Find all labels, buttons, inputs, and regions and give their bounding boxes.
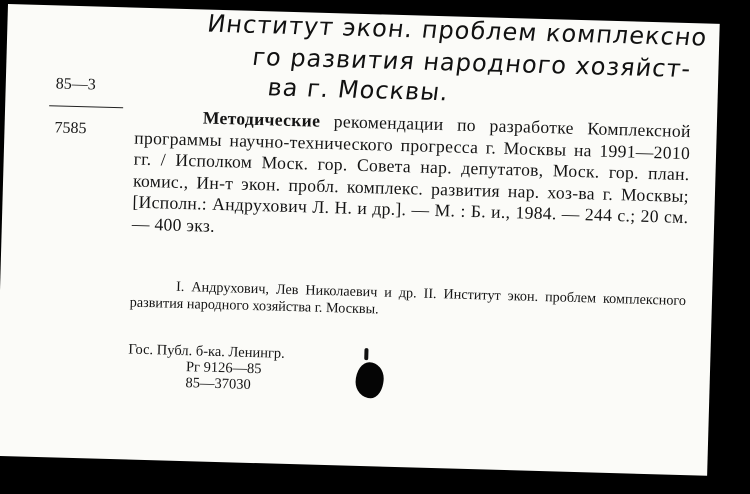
call-number-top: 85—3 xyxy=(55,75,97,94)
call-number-bottom: 7585 xyxy=(54,119,87,138)
holder-number: 85—37030 xyxy=(185,375,251,393)
holder-library: Гос. Публ. б-ка. Ленингр. xyxy=(128,341,285,362)
handwritten-note-line-3: ва г. Москвы. xyxy=(265,73,451,107)
holder-block xyxy=(127,341,285,393)
call-number-divider xyxy=(49,105,123,108)
handwritten-note-line-2: го развития народного хозяйст- xyxy=(250,42,694,84)
tracing-text: I. Андрухович, Лев Николаевич и др. II. Институт экон. проблем комплексного развития народного хозяйства г. Москвы. xyxy=(129,278,687,318)
bibliographic-entry xyxy=(132,106,691,250)
entry-title-bold: Методические xyxy=(202,107,321,131)
entry-text: рекомендации по разработке Комплексной программы научно-технического прогресса г. Москвы на 1991—2010 гг. / Исполком Моск. гор. Совета нар. депутатов, Моск. гор. план. комис., Ин-т экон. пробл. комплекс. развития нар. хоз-ва г. Москвы; [Исполн.: Андрухович Л. Н. и др.]. — М. : Б. и., 1984. — 244 с.; 20 см. — 400 экз. xyxy=(131,110,691,236)
catalog-card xyxy=(0,4,720,476)
ink-blot xyxy=(355,362,384,399)
handwritten-note-line-1: Институт экон. проблем комплексно xyxy=(205,9,710,52)
holder-code: Рг 9126—85 xyxy=(185,359,262,378)
